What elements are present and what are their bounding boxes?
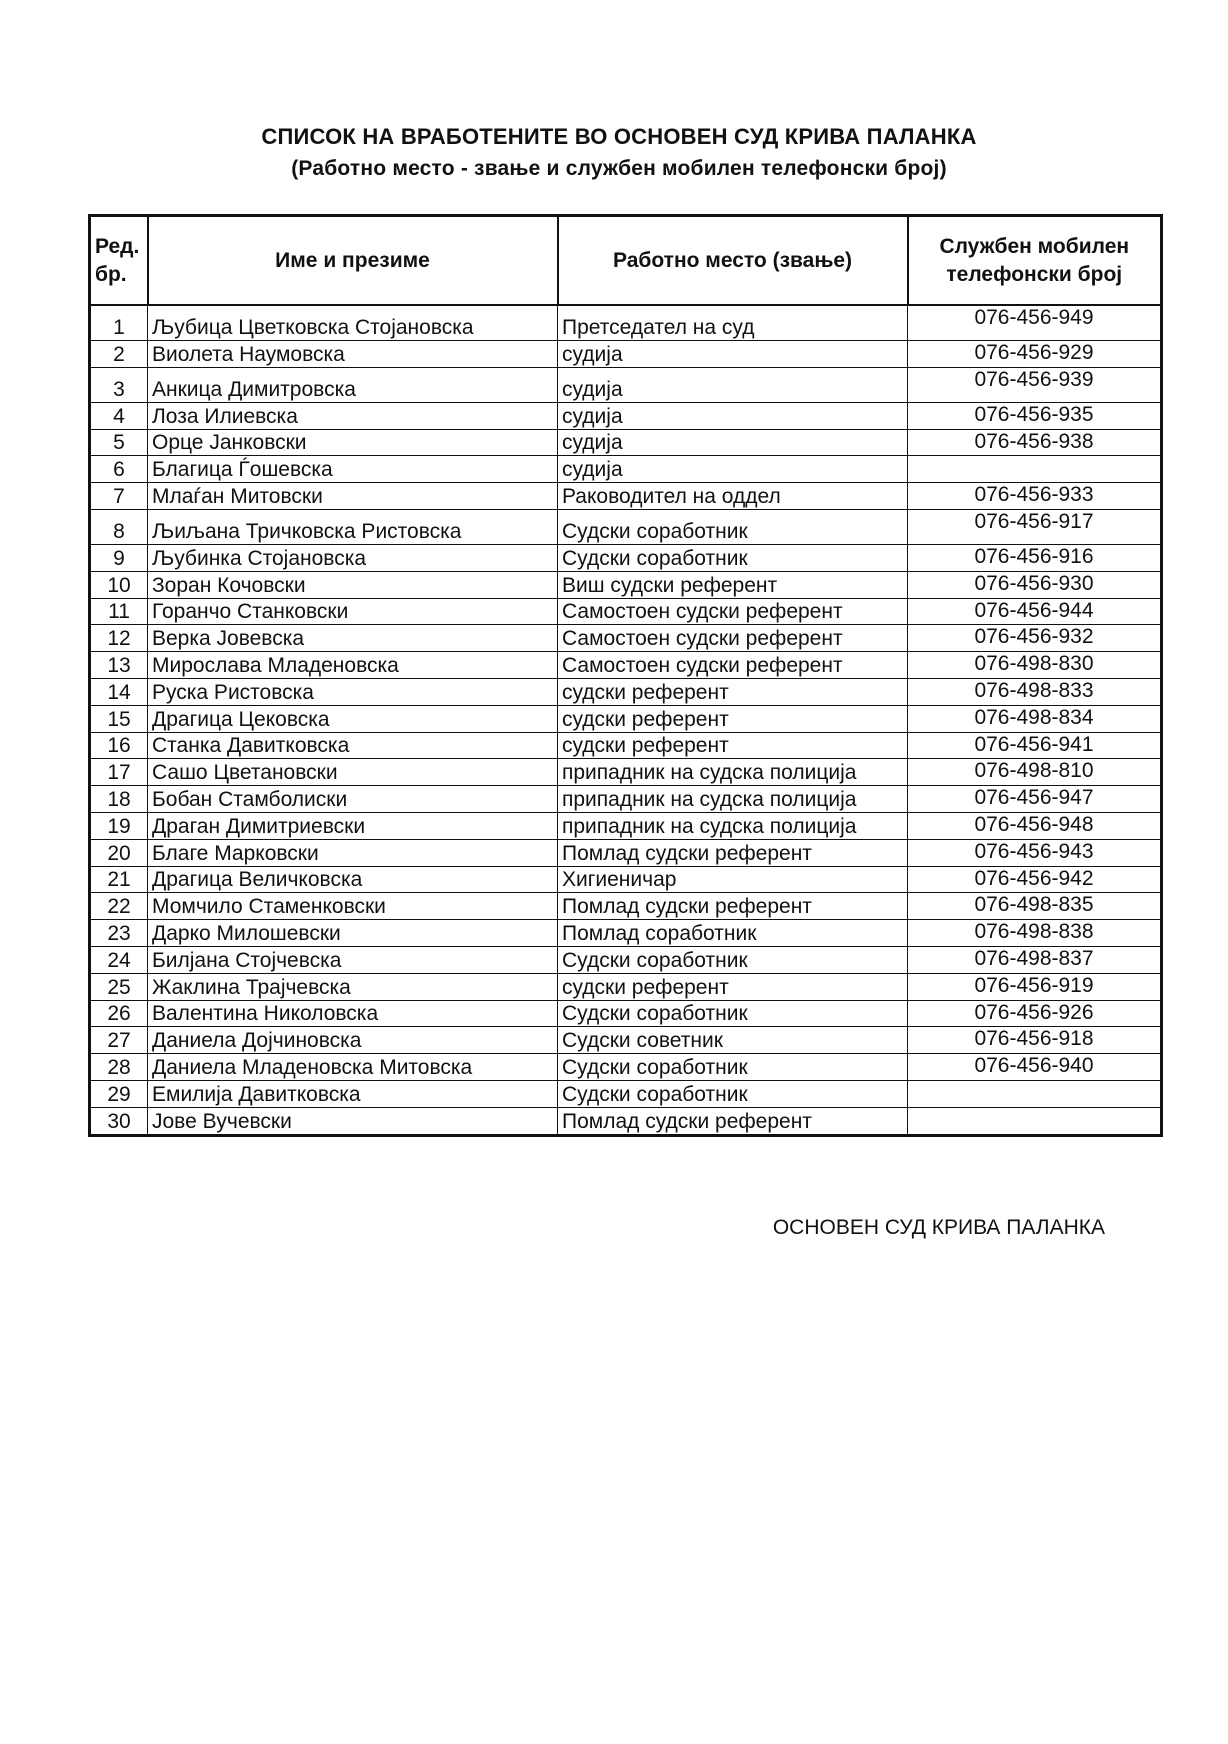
employee-phone: 076-456-933 — [908, 483, 1162, 510]
table-row — [90, 509, 1162, 544]
employee-name: Лоза Илиевска — [148, 402, 558, 429]
employee-position: Судски соработник — [558, 1054, 908, 1081]
table-row — [90, 866, 1162, 893]
employee-name: Зоран Кочовски — [148, 571, 558, 598]
table-row — [90, 367, 1162, 402]
employee-name: Станка Давитковска — [148, 732, 558, 759]
row-number: 8 — [90, 509, 148, 544]
table-row — [90, 429, 1162, 456]
employee-position: Претседател на суд — [558, 305, 908, 341]
row-number: 4 — [90, 402, 148, 429]
row-number: 18 — [90, 786, 148, 813]
employee-position: припадник на судска полиција — [558, 759, 908, 786]
header-phone-line1: Службен мобилен — [939, 234, 1130, 258]
row-number: 7 — [90, 483, 148, 510]
table-row — [90, 1027, 1162, 1054]
employee-phone: 076-498-837 — [908, 946, 1162, 973]
employee-name: Дарко Милошевски — [148, 920, 558, 947]
table-row — [90, 598, 1162, 625]
employee-phone: 076-498-830 — [908, 652, 1162, 679]
employee-phone — [908, 456, 1162, 483]
page-title — [0, 124, 1228, 181]
row-number: 15 — [90, 705, 148, 732]
header-name: Име и презиме — [148, 216, 558, 306]
employee-phone: 076-456-926 — [908, 1000, 1162, 1027]
table-row — [90, 705, 1162, 732]
employee-phone: 076-456-947 — [908, 786, 1162, 813]
employee-name: Бобан Стамболиски — [148, 786, 558, 813]
employee-phone: 076-498-835 — [908, 893, 1162, 920]
employee-position: Самостоен судски референт — [558, 625, 908, 652]
table-row — [90, 571, 1162, 598]
employee-position: Помлад соработник — [558, 920, 908, 947]
table-row — [90, 1107, 1162, 1135]
employee-name: Благица Ѓошевска — [148, 456, 558, 483]
row-number: 29 — [90, 1080, 148, 1107]
employee-name: Руска Ристовска — [148, 678, 558, 705]
employee-phone: 076-456-942 — [908, 866, 1162, 893]
row-number: 6 — [90, 456, 148, 483]
employee-phone: 076-456-940 — [908, 1054, 1162, 1081]
row-number: 22 — [90, 893, 148, 920]
employee-position: судски референт — [558, 973, 908, 1000]
employee-name: Анкица Димитровска — [148, 367, 558, 402]
employee-position: Помлад судски референт — [558, 893, 908, 920]
employee-phone: 076-456-918 — [908, 1027, 1162, 1054]
employee-phone: 076-498-838 — [908, 920, 1162, 947]
table-row — [90, 1054, 1162, 1081]
header-number — [90, 216, 148, 306]
employee-position: Судски соработник — [558, 946, 908, 973]
row-number: 23 — [90, 920, 148, 947]
employee-name: Сашо Цветановски — [148, 759, 558, 786]
employee-name: Орце Јанковски — [148, 429, 558, 456]
employee-name: Верка Јовевска — [148, 625, 558, 652]
table-row — [90, 732, 1162, 759]
table-row — [90, 893, 1162, 920]
employee-phone: 076-456-929 — [908, 341, 1162, 368]
employee-phone: 076-456-944 — [908, 598, 1162, 625]
table-header-row — [90, 216, 1162, 306]
row-number: 25 — [90, 973, 148, 1000]
employee-name: Љубица Цветковска Стојановска — [148, 305, 558, 341]
table-row — [90, 402, 1162, 429]
table-row — [90, 341, 1162, 368]
employee-position: Виш судски референт — [558, 571, 908, 598]
employee-name: Јове Вучевски — [148, 1107, 558, 1135]
table-row — [90, 920, 1162, 947]
table-row — [90, 786, 1162, 813]
row-number: 3 — [90, 367, 148, 402]
row-number: 17 — [90, 759, 148, 786]
employee-phone: 076-456-935 — [908, 402, 1162, 429]
employee-position: Судски соработник — [558, 544, 908, 571]
employee-position: Раководител на оддел — [558, 483, 908, 510]
employee-position: Судски соработник — [558, 1000, 908, 1027]
employee-name: Драган Димитриевски — [148, 812, 558, 839]
table-row — [90, 678, 1162, 705]
row-number: 28 — [90, 1054, 148, 1081]
employee-phone: 076-456-939 — [908, 367, 1162, 402]
employee-position: Хигиеничар — [558, 866, 908, 893]
row-number: 10 — [90, 571, 148, 598]
employee-position: судија — [558, 429, 908, 456]
table-row — [90, 1080, 1162, 1107]
row-number: 21 — [90, 866, 148, 893]
employee-phone: 076-456-919 — [908, 973, 1162, 1000]
employee-name: Даниела Младеновска Митовска — [148, 1054, 558, 1081]
table-row — [90, 759, 1162, 786]
employee-name: Млаѓан Митовски — [148, 483, 558, 510]
table-body — [90, 305, 1162, 1135]
employee-phone — [908, 1107, 1162, 1135]
employee-position: судски референт — [558, 732, 908, 759]
table-row — [90, 946, 1162, 973]
header-number-line1: Ред. — [95, 234, 140, 258]
employee-name: Благе Марковски — [148, 839, 558, 866]
row-number: 20 — [90, 839, 148, 866]
employee-position: припадник на судска полиција — [558, 786, 908, 813]
employee-position: судија — [558, 341, 908, 368]
employee-position: припадник на судска полиција — [558, 812, 908, 839]
employee-position: Помлад судски референт — [558, 1107, 908, 1135]
row-number: 16 — [90, 732, 148, 759]
employee-position: Самостоен судски референт — [558, 652, 908, 679]
document-title: СПИСОК НА ВРАБОТЕНИТЕ ВО ОСНОВЕН СУД КРИВА ПАЛАНКА — [261, 124, 977, 149]
employee-position: Самостоен судски референт — [558, 598, 908, 625]
employee-name: Валентина Николовска — [148, 1000, 558, 1027]
employee-name: Даниела Дојчиновска — [148, 1027, 558, 1054]
row-number: 11 — [90, 598, 148, 625]
employee-position: судски референт — [558, 705, 908, 732]
employee-name: Драгица Цековска — [148, 705, 558, 732]
employee-phone: 076-456-917 — [908, 509, 1162, 544]
document-subtitle: (Работно место - звање и службен мобилен телефонски број) — [291, 157, 947, 180]
employee-name: Драгица Величковска — [148, 866, 558, 893]
employee-position: судски референт — [558, 678, 908, 705]
employee-name: Емилија Давитковска — [148, 1080, 558, 1107]
header-phone — [908, 216, 1162, 306]
employee-phone: 076-456-932 — [908, 625, 1162, 652]
employee-name: Виолета Наумовска — [148, 341, 558, 368]
employee-position: судија — [558, 456, 908, 483]
header-position: Работно место (звање) — [558, 216, 908, 306]
employee-name: Мирослава Младеновска — [148, 652, 558, 679]
employee-name: Љиљана Тричковска Ристовска — [148, 509, 558, 544]
header-phone-line2: телефонски број — [946, 262, 1123, 286]
table-row — [90, 839, 1162, 866]
table-row — [90, 305, 1162, 341]
row-number: 30 — [90, 1107, 148, 1135]
row-number: 14 — [90, 678, 148, 705]
table-row — [90, 652, 1162, 679]
employee-name: Жаклина Трајчевска — [148, 973, 558, 1000]
footer-institution: ОСНОВЕН СУД КРИВА ПАЛАНКА — [772, 1216, 1105, 1239]
employee-phone: 076-456-943 — [908, 839, 1162, 866]
employee-phone — [908, 1080, 1162, 1107]
employee-phone: 076-498-810 — [908, 759, 1162, 786]
employee-phone: 076-498-833 — [908, 678, 1162, 705]
row-number: 5 — [90, 429, 148, 456]
employee-position: Судски соработник — [558, 509, 908, 544]
employee-name: Горанчо Станковски — [148, 598, 558, 625]
row-number: 9 — [90, 544, 148, 571]
staff-table — [88, 214, 1163, 1137]
employee-name: Билјана Стојчевска — [148, 946, 558, 973]
employee-name: Љубинка Стојановска — [148, 544, 558, 571]
row-number: 24 — [90, 946, 148, 973]
table-row — [90, 456, 1162, 483]
employee-position: Помлад судски референт — [558, 839, 908, 866]
row-number: 26 — [90, 1000, 148, 1027]
employee-position: Судски соработник — [558, 1080, 908, 1107]
table-row — [90, 625, 1162, 652]
table-row — [90, 544, 1162, 571]
header-number-line2: бр. — [95, 262, 127, 286]
employee-position: судија — [558, 402, 908, 429]
row-number: 27 — [90, 1027, 148, 1054]
row-number: 19 — [90, 812, 148, 839]
employee-position: Судски советник — [558, 1027, 908, 1054]
row-number: 2 — [90, 341, 148, 368]
employee-phone: 076-456-941 — [908, 732, 1162, 759]
table-row — [90, 812, 1162, 839]
employee-phone: 076-456-949 — [908, 305, 1162, 341]
row-number: 12 — [90, 625, 148, 652]
employee-phone: 076-456-938 — [908, 429, 1162, 456]
table-row — [90, 483, 1162, 510]
employee-phone: 076-498-834 — [908, 705, 1162, 732]
row-number: 13 — [90, 652, 148, 679]
row-number: 1 — [90, 305, 148, 341]
table-row — [90, 973, 1162, 1000]
table-row — [90, 1000, 1162, 1027]
employee-name: Момчило Стаменковски — [148, 893, 558, 920]
employee-phone: 076-456-916 — [908, 544, 1162, 571]
employee-phone: 076-456-948 — [908, 812, 1162, 839]
employee-position: судија — [558, 367, 908, 402]
employee-phone: 076-456-930 — [908, 571, 1162, 598]
